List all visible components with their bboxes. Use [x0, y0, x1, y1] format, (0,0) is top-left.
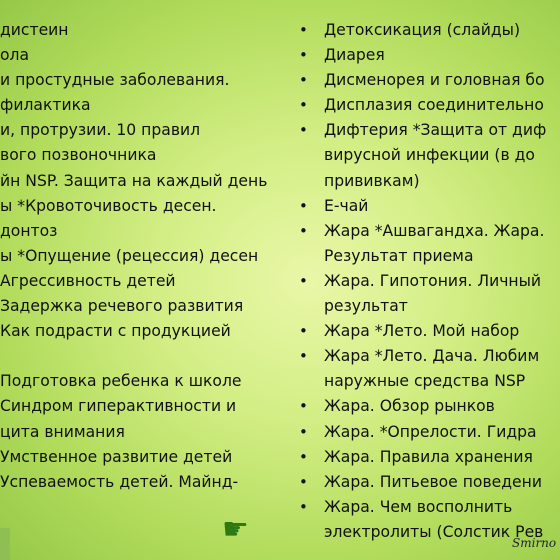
- topic-link-continuation[interactable]: [296, 143, 560, 168]
- topic-link[interactable]: [296, 118, 560, 143]
- topic-label: наружные средства NSP: [324, 372, 526, 391]
- topic-link[interactable]: [296, 470, 560, 495]
- topic-link[interactable]: и, протрузии. 10 правил: [0, 121, 201, 140]
- author-credit: Smirno: [512, 536, 557, 550]
- bullet-icon: •: [299, 347, 308, 366]
- topic-label: Жара. Питьевое поведени: [324, 472, 542, 491]
- topic-label: вирусной инфекции (в до: [324, 146, 535, 165]
- topic-link[interactable]: [296, 495, 560, 520]
- right-topic-list: [296, 18, 560, 545]
- topic-link[interactable]: ы *Кровоточивость десен.: [0, 196, 217, 215]
- topic-label: Жара. Правила хранения: [324, 447, 533, 466]
- topic-link[interactable]: [296, 93, 560, 118]
- topic-label: Жара *Лето. Дача. Любим: [324, 347, 540, 366]
- topic-link[interactable]: [296, 445, 560, 470]
- topic-link[interactable]: [296, 394, 560, 419]
- topic-link[interactable]: донтоз: [0, 221, 58, 240]
- topic-link: [0, 344, 300, 369]
- bullet-icon: •: [299, 121, 308, 140]
- topic-label: Жара. Чем восполнить: [324, 497, 513, 516]
- topic-link[interactable]: ы *Опущение (рецессия) десен: [0, 246, 259, 265]
- topic-link[interactable]: Задержка речевого развития: [0, 297, 244, 316]
- topic-label: Е-чай: [324, 196, 369, 215]
- bullet-icon: •: [299, 221, 308, 240]
- topic-link[interactable]: [296, 269, 560, 294]
- topic-link[interactable]: дистеин: [0, 21, 69, 39]
- topic-label: Жара. *Опрелости. Гидра: [324, 422, 537, 441]
- topic-link[interactable]: [296, 319, 560, 344]
- topic-link-continuation[interactable]: [296, 369, 560, 394]
- topic-label: прививкам): [324, 171, 420, 190]
- corner-badge: [0, 528, 10, 560]
- topic-label: Жара *Лето. Мой набор: [324, 322, 520, 341]
- topic-link-continuation[interactable]: [296, 244, 560, 269]
- pointing-hand-icon[interactable]: ☛: [222, 512, 249, 547]
- topic-link-continuation[interactable]: [296, 169, 560, 194]
- topic-link[interactable]: Подготовка ребенка к школе: [0, 372, 242, 391]
- bullet-icon: •: [299, 46, 308, 65]
- topic-link[interactable]: [296, 344, 560, 369]
- topic-label: Детоксикация (слайды): [324, 21, 521, 39]
- topic-link[interactable]: йн NSP. Защита на каждый день: [0, 171, 268, 190]
- topic-label: Дисменорея и головная бо: [324, 71, 545, 90]
- topic-link[interactable]: Успеваемость детей. Майнд-: [0, 472, 239, 491]
- topic-link[interactable]: [296, 18, 560, 43]
- topic-link[interactable]: и простудные заболевания.: [0, 71, 230, 90]
- topic-label: Диарея: [324, 46, 385, 65]
- topic-link[interactable]: [296, 219, 560, 244]
- topic-label: Дифтерия *Защита от диф: [324, 121, 547, 140]
- bullet-icon: •: [299, 472, 308, 491]
- topic-link-continuation[interactable]: [296, 294, 560, 319]
- topic-label: Результат приема: [324, 246, 474, 265]
- topic-link[interactable]: [296, 43, 560, 68]
- topic-link[interactable]: Как подрасти с продукцией: [0, 322, 231, 341]
- topic-label: Жара. Обзор рынков: [324, 397, 495, 416]
- bullet-icon: •: [299, 322, 308, 341]
- topic-label: Жара. Гипотония. Личный: [324, 271, 542, 290]
- bullet-icon: •: [299, 96, 308, 115]
- topic-link[interactable]: [296, 420, 560, 445]
- left-topic-list: [0, 18, 300, 495]
- bullet-icon: •: [299, 447, 308, 466]
- topic-link[interactable]: филактика: [0, 96, 91, 115]
- bullet-icon: •: [299, 271, 308, 290]
- topic-label: Жара *Ашвагандха. Жара.: [324, 221, 545, 240]
- topic-link[interactable]: цита внимания: [0, 422, 125, 441]
- topic-link[interactable]: [296, 194, 560, 219]
- bullet-icon: •: [299, 21, 308, 39]
- topic-link[interactable]: вого позвоночника: [0, 146, 157, 165]
- topic-link[interactable]: Синдром гиперактивности и: [0, 397, 237, 416]
- bullet-icon: •: [299, 196, 308, 215]
- bullet-icon: •: [299, 71, 308, 90]
- topic-label: электролиты (Солстик Рев: [324, 522, 544, 541]
- topic-link[interactable]: ола: [0, 46, 30, 65]
- bullet-icon: •: [299, 397, 308, 416]
- bullet-icon: •: [299, 422, 308, 441]
- topic-label: результат: [324, 297, 408, 316]
- topic-link[interactable]: [296, 68, 560, 93]
- topic-link[interactable]: Агрессивность детей: [0, 271, 176, 290]
- topic-link[interactable]: Умственное развитие детей: [0, 447, 233, 466]
- topic-label: Дисплазия соединительно: [324, 96, 544, 115]
- bullet-icon: •: [299, 497, 308, 516]
